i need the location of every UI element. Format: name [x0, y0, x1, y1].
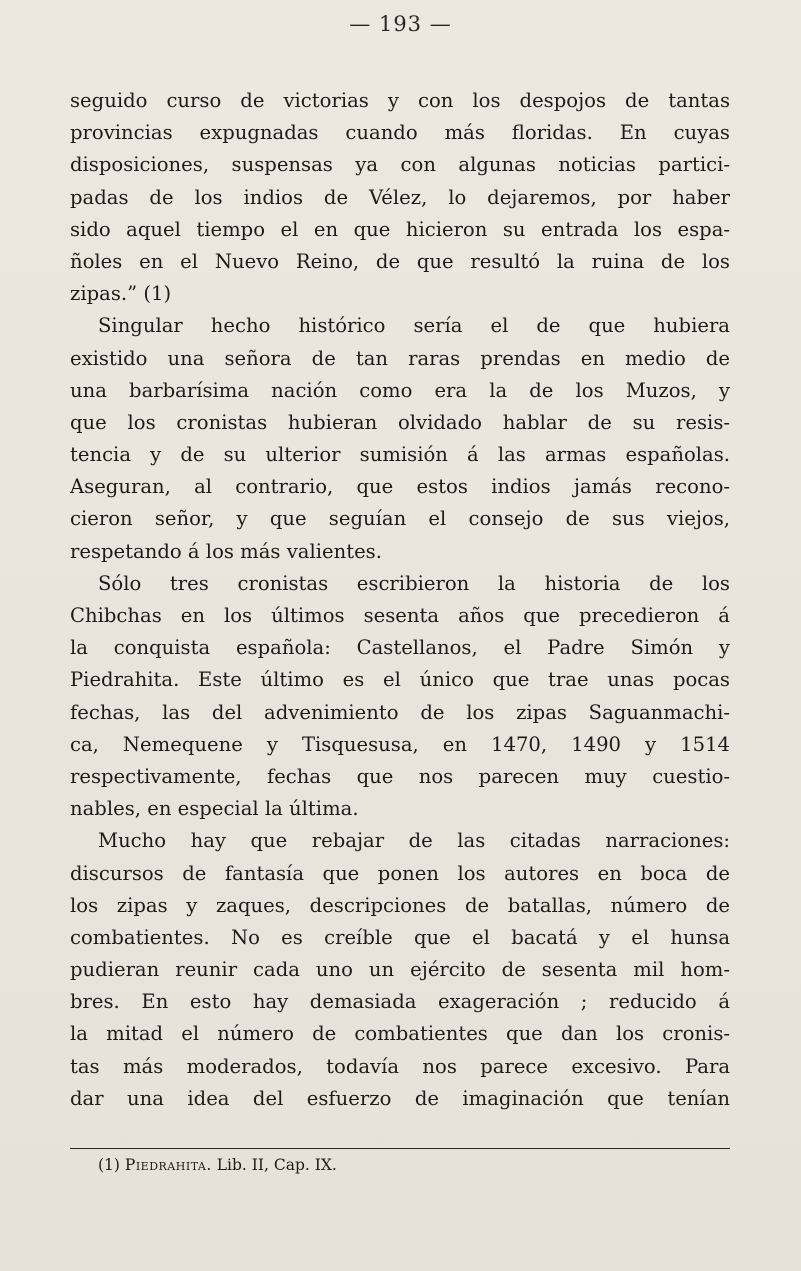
text-line: discursos de fantasía que ponen los autores en boca de — [70, 861, 730, 885]
body-text — [70, 85, 730, 1115]
footnote-marker: (1) — [98, 1156, 120, 1174]
text-line: la conquista española: Castellanos, el Padre Simón y — [70, 636, 730, 660]
paragraph-start-line: Mucho hay que rebajar de las citadas narraciones: — [98, 829, 730, 853]
text-line: disposiciones, suspensas ya con algunas noticias partici- — [70, 153, 730, 177]
text-line: tencia y de su ulterior sumisión á las armas españolas. — [70, 443, 730, 467]
text-line: Chibchas en los últimos sesenta años que precedieron á — [70, 604, 730, 627]
text-line: que los cronistas hubieran olvidado hablar de su resis- — [70, 410, 730, 434]
text-line: sido aquel tiempo el en que hicieron su entrada los espa- — [70, 217, 730, 241]
paragraph-start-line: Singular hecho histórico sería el de que hubiera — [98, 314, 730, 338]
text-line: Piedrahita. Este último es el único que trae unas pocas — [70, 668, 730, 692]
text-line: cieron señor, y que seguían el consejo de sus viejos, — [70, 507, 730, 531]
text-line: dar una idea del esfuerzo de imaginación que tenían — [70, 1086, 730, 1110]
text-line: seguido curso de victorias y con los despojos de tantas — [70, 89, 730, 112]
text-line: ca, Nemequene y Tisquesusa, en 1470, 1490 y 1514 — [70, 732, 730, 756]
text-line: ñoles en el Nuevo Reino, de que resultó la ruina de los — [70, 249, 730, 273]
text-line: provincias expugnadas cuando más floridas. En cuyas — [70, 121, 730, 145]
text-line: pudieran reunir cada uno un ejército de sesenta mil hom- — [70, 958, 730, 982]
text-line: combatientes. No es creíble que el bacatá y el hunsa — [70, 925, 730, 949]
text-line: una barbarísima nación como era la de los Muzos, y — [70, 378, 730, 402]
footnote-author: Piedrahita. — [124, 1156, 212, 1174]
text-line: respectivamente, fechas que nos parecen muy cuestio- — [70, 764, 730, 788]
text-line: Aseguran, al contrario, que estos indios jamás recono- — [70, 475, 730, 499]
text-line: los zipas y zaques, descripciones de batallas, número de — [70, 893, 730, 917]
text-line: respetando á los más valientes. — [70, 539, 382, 563]
text-line: padas de los indios de Vélez, lo dejaremos, por haber — [70, 185, 730, 209]
text-line: existido una señora de tan raras prendas en medio de — [70, 346, 730, 370]
footnote — [98, 1155, 337, 1175]
footnote-divider — [70, 1148, 730, 1149]
text-line: nables, en especial la última. — [70, 797, 359, 821]
text-line: fechas, las del advenimiento de los zipas Saguanmachi- — [70, 700, 730, 724]
text-line: zipas.” (1) — [70, 282, 172, 306]
text-line: bres. En esto hay demasiada exageración ; reducido á — [70, 990, 730, 1014]
page-number: — 193 — — [349, 12, 452, 36]
paragraph-start-line: Sólo tres cronistas escribieron la historia de los — [98, 571, 730, 595]
footnote-reference: Lib. II, Cap. IX. — [216, 1156, 337, 1174]
text-line: la mitad el número de combatientes que dan los cronis- — [70, 1022, 730, 1046]
text-line: tas más moderados, todavía nos parece excesivo. Para — [70, 1054, 730, 1078]
